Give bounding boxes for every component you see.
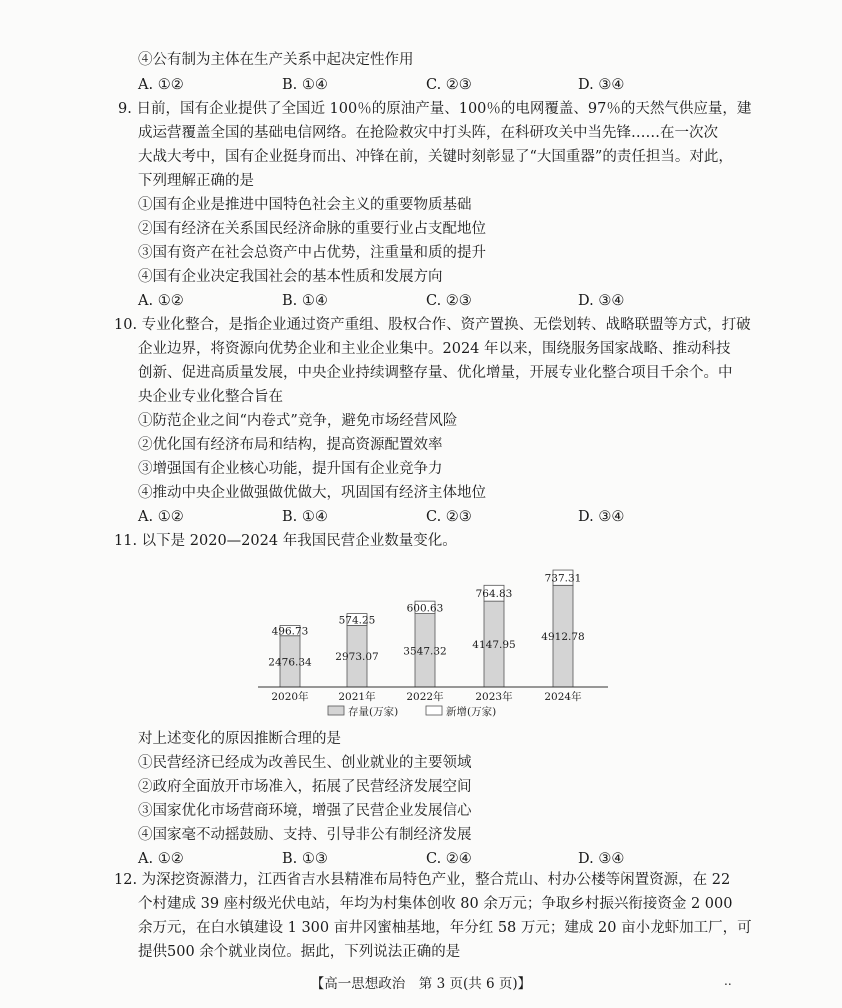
q9-item-4: ④国有企业决定我国社会的基本性质和发展方向	[138, 269, 443, 285]
private-enterprise-bar-chart	[250, 540, 620, 724]
x-tick-2023年: 2023年	[475, 691, 513, 703]
q10-stem-line-1: 10. 专业化整合，是指企业通过资产重组、股权合作、资产置换、无偿划转、战略联盟等方式，打破	[114, 317, 751, 333]
q10-item-2: ②优化国有经济布局和结构，提高资源配置效率	[138, 437, 443, 453]
label-stock-2022年: 3547.32	[403, 645, 447, 658]
q9-stem-line-2: 成运营覆盖全国的基础电信网络。在抢险救灾中打头阵，在科研攻关中当先锋……在一次次	[138, 125, 718, 141]
q8-option-b[interactable]: B. ①④	[282, 77, 328, 93]
q9-option-a[interactable]: A. ①②	[138, 293, 184, 309]
q10-stem-line-3: 创新、促进高质量发展，中央企业持续调整存量、优化增量，开展专业化整合项目千余个。中	[138, 365, 733, 381]
q8-option-a[interactable]: A. ①②	[138, 77, 184, 93]
label-new-2023年: 764.83	[475, 588, 513, 601]
label-new-2024年: 737.31	[544, 572, 582, 585]
label-new-2021年: 574.25	[338, 614, 376, 627]
q8-option-c[interactable]: C. ②③	[426, 77, 472, 93]
q12-stem-line-1: 12. 为深挖资源潜力，江西省吉水县精准布局特色产业，整合荒山、村办公楼等闲置资源，在 22	[114, 872, 731, 888]
legend-swatch-stock	[328, 706, 344, 715]
q9-option-d[interactable]: D. ③④	[578, 293, 625, 309]
q10-stem-line-2: 企业边界，将资源向优势企业和主业企业集中。2024 年以来，围绕服务国家战略、推动科技	[138, 341, 731, 357]
q11-option-c[interactable]: C. ②④	[426, 851, 472, 867]
q9-stem-line-1: 9. 日前，国有企业提供了全国近 100％的原油产量、100％的电网覆盖、97％的天然气供应量，建	[118, 101, 752, 117]
q10-option-a[interactable]: A. ①②	[138, 509, 184, 525]
q11-option-b[interactable]: B. ①③	[282, 851, 328, 867]
q10-option-b[interactable]: B. ①④	[282, 509, 328, 525]
label-stock-2021年: 2973.07	[335, 651, 379, 664]
legend-label-stock: 存量(万家)	[348, 706, 399, 718]
q11-stem: 11. 以下是 2020—2024 年我国民营企业数量变化。	[114, 533, 457, 549]
x-tick-2022年: 2022年	[406, 691, 444, 703]
label-stock-2023年: 4147.95	[472, 639, 516, 652]
label-new-2022年: 600.63	[406, 602, 444, 615]
legend-label-new: 新增(万家)	[446, 706, 497, 718]
label-new-2020年: 496.73	[271, 625, 309, 638]
q10-item-3: ③增强国有企业核心功能，提升国有企业竞争力	[138, 461, 443, 477]
q11-option-d[interactable]: D. ③④	[578, 851, 625, 867]
x-tick-2024年: 2024年	[544, 691, 582, 703]
q11-option-a[interactable]: A. ①②	[138, 851, 184, 867]
page-footer: 【高一思想政治 第 3 页(共 6 页)】	[310, 976, 532, 992]
q10-stem-line-4: 央企业专业化整合旨在	[138, 389, 283, 405]
q12-stem-line-4: 提供500 余个就业岗位。据此，下列说法正确的是	[138, 944, 461, 960]
q9-item-3: ③国有资产在社会总资产中占优势，注重量和质的提升	[138, 245, 486, 261]
label-stock-2024年: 4912.78	[541, 631, 585, 644]
x-tick-2021年: 2021年	[338, 691, 376, 703]
q12-stem-line-2: 个村建成 39 座村级光伏电站，年均为村集体创收 80 余万元；争取乡村振兴衔接资金 2 000	[138, 896, 733, 912]
x-tick-2020年: 2020年	[271, 691, 309, 703]
q8-option-d[interactable]: D. ③④	[578, 77, 625, 93]
q11-item-1: ①民营经济已经成为改善民生、创业就业的主要领域	[138, 755, 472, 771]
legend-swatch-new	[426, 706, 442, 715]
q9-stem-line-3: 大战大考中，国有企业挺身而出、冲锋在前，关键时刻彰显了“大国重器”的责任担当。对此，	[138, 149, 733, 165]
q11-item-4: ④国家毫不动摇鼓励、支持、引导非公有制经济发展	[138, 827, 472, 843]
q8-item-4: ④公有制为主体在生产关系中起决定性作用	[138, 52, 414, 68]
q10-item-1: ①防范企业之间“内卷式”竞争，避免市场经营风险	[138, 413, 458, 429]
q10-option-d[interactable]: D. ③④	[578, 509, 625, 525]
q10-option-c[interactable]: C. ②③	[426, 509, 472, 525]
q11-item-3: ③国家优化市场营商环境，增强了民营企业发展信心	[138, 803, 472, 819]
footer-dots: ..	[724, 974, 732, 988]
q9-option-c[interactable]: C. ②③	[426, 293, 472, 309]
q10-item-4: ④推动中央企业做强做优做大，巩固国有经济主体地位	[138, 485, 486, 501]
q12-stem-line-3: 余万元，在白水镇建设 1 300 亩井冈蜜柚基地，年分红 58 万元；建成 20 亩小龙虾加工厂，可	[138, 920, 752, 936]
q9-item-1: ①国有企业是推进中国特色社会主义的重要物质基础	[138, 197, 472, 213]
q9-item-2: ②国有经济在关系国民经济命脉的重要行业占支配地位	[138, 221, 486, 237]
q11-question: 对上述变化的原因推断合理的是	[138, 731, 341, 747]
q11-item-2: ②政府全面放开市场准入，拓展了民营经济发展空间	[138, 779, 472, 795]
label-stock-2020年: 2476.34	[268, 656, 312, 669]
q9-option-b[interactable]: B. ①④	[282, 293, 328, 309]
q9-stem-line-4: 下列理解正确的是	[138, 173, 254, 189]
